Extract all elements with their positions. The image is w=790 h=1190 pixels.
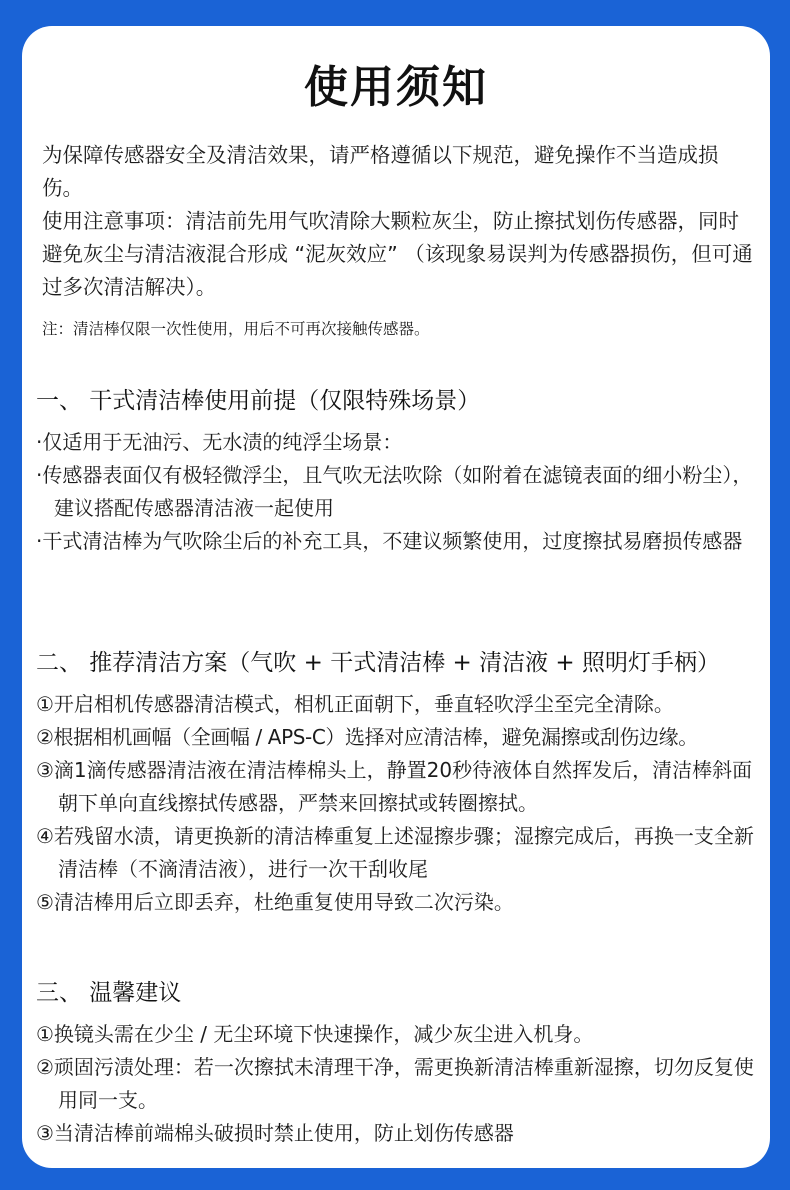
page-title: 使用须知	[304, 62, 488, 113]
section-tips	[36, 976, 764, 1150]
list-item: ·传感器表面仅有极轻微浮尘，且气吹无法吹除（如附着在滤镜表面的细小粉尘），建议搭配传感器清洁液一起使用	[36, 463, 753, 520]
list-item: ①开启相机传感器清洁模式，相机正面朝下，垂直轻吹浮尘至完全清除。	[36, 692, 674, 716]
list-item: ③滴1滴传感器清洁液在清洁棒棉头上，静置20秒待液体自然挥发后，清洁棒斜面朝下单向直线擦拭传感器，严禁来回擦拭或转圈擦拭。	[36, 758, 753, 815]
section-heading: 一、 干式清洁棒使用前提（仅限特殊场景）	[36, 388, 481, 414]
list-item: ③当清洁棒前端棉头破损时禁止使用，防止划伤传感器	[36, 1121, 514, 1145]
usage-precautions-paragraph: 使用注意事项：清洁前先用气吹清除大颗粒灰尘，防止擦拭划伤传感器，同时避免灰尘与清洁液混合形成 “泥灰效应” （该现象易误判为传感器损伤，但可通过多次清洁解决）。	[42, 209, 753, 299]
section-heading: 二、 推荐清洁方案（气吹 + 干式清洁棒 + 清洁液 + 照明灯手柄）	[36, 650, 720, 676]
list-item: ①换镜头需在少尘 / 无尘环境下快速操作，减少灰尘进入机身。	[36, 1022, 594, 1046]
list-item: ④若残留水渍，请更换新的清洁棒重复上述湿擦步骤；湿擦完成后，再换一支全新清洁棒（不滴清洁液），进行一次干刮收尾	[36, 824, 754, 881]
section-dry-swab-prerequisites	[36, 384, 764, 558]
intro-paragraph: 为保障传感器安全及清洁效果，请严格遵循以下规范，避免操作不当造成损伤。	[42, 143, 719, 200]
list-item: ·仅适用于无油污、无水渍的纯浮尘场景：	[36, 430, 403, 454]
section-heading: 三、 温馨建议	[36, 980, 182, 1006]
intro-block	[42, 139, 756, 342]
list-item: ②根据相机画幅（全画幅 / APS-C）选择对应清洁棒，避免漏擦或刮伤边缘。	[36, 725, 698, 749]
section-recommended-cleaning	[36, 646, 764, 919]
list-item: ·干式清洁棒为气吹除尘后的补充工具，不建议频繁使用，过度擦拭易磨损传感器	[36, 529, 743, 553]
notice-card	[22, 26, 770, 1168]
list-item: ②顽固污渍处理：若一次擦拭未清理干净，需更换新清洁棒重新湿擦，切勿反复使用同一支。	[36, 1055, 754, 1112]
list-item: ⑤清洁棒用后立即丢弃，杜绝重复使用导致二次污染。	[36, 890, 514, 914]
intro-note: 注：清洁棒仅限一次性使用，用后不可再次接触传感器。	[42, 320, 430, 338]
